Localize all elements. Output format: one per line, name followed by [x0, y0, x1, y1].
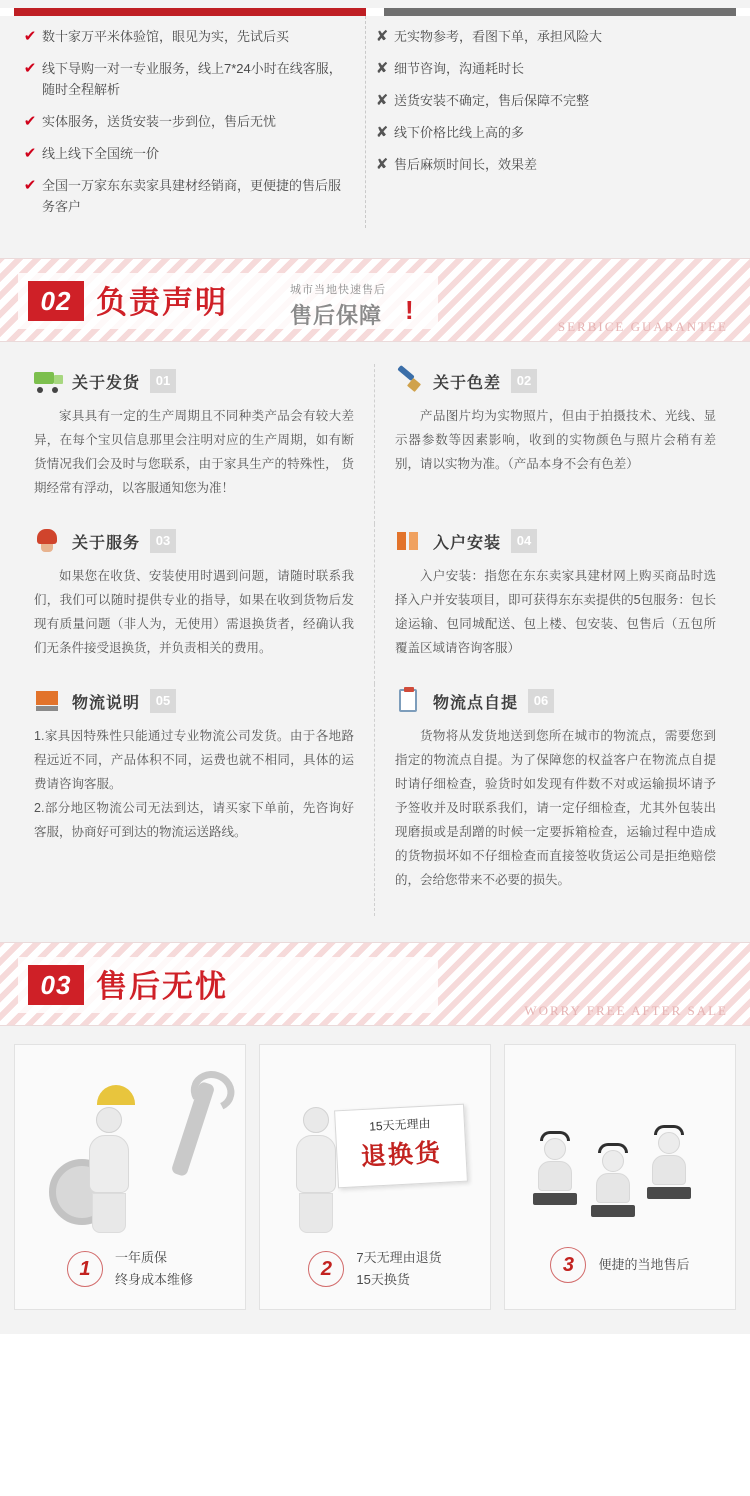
paragraph: 入户安装：指您在东东卖家具建材网上购买商品时选择入户并安装项目，即可获得东东卖提供的5包服务：包长途运输、包同城配送、包上楼、包安装、包售后（五包所覆盖区域请咨询客服）	[395, 569, 716, 655]
list-item-label: 送货安装不确定，售后保障不完整	[394, 93, 590, 108]
guarantee-item-body	[34, 564, 354, 660]
banner-number: 02	[28, 281, 84, 321]
paragraph: 货物将从发货地送到您所在城市的物流点，需要您到指定的物流点自提。为了保障您的权益客户在物流点自提时请仔细检查，验货时如发现有件数不对或运输损坏请予予签收并及时联系我们，请一定仔细检查，尤其外包装出现磨损或是刮蹭的时候一定要拆箱检查，运输过程中造成的货物损坏如不仔细检查而直接签收货运公司是拒绝赔偿的，会给您带来不必要的损失。	[395, 729, 716, 887]
compare-header-bars	[0, 8, 750, 16]
check-icon: ✔	[23, 113, 37, 130]
list-item	[18, 26, 361, 47]
brush-icon	[395, 368, 425, 394]
section-banner-responsibility	[0, 258, 750, 342]
return-sign	[334, 1104, 468, 1189]
cross-icon: ✘	[375, 124, 389, 141]
cross-icon: ✘	[375, 92, 389, 109]
guarantee-item-shipping	[14, 364, 375, 524]
guarantee-section	[0, 342, 750, 942]
list-item	[18, 175, 361, 217]
guarantee-item-title: 关于服务	[72, 534, 141, 552]
top-spacer	[0, 0, 750, 8]
aftersale-card-image	[270, 1059, 480, 1239]
guarantee-item-index: 03	[150, 529, 176, 553]
person-figure	[296, 1107, 336, 1233]
banner-title: 负责声明	[96, 285, 228, 320]
list-item	[370, 122, 714, 143]
helmet-icon	[97, 1085, 135, 1105]
compare-column-advantages	[14, 16, 366, 228]
check-icon: ✔	[23, 145, 37, 162]
compare-section	[0, 16, 750, 258]
card-line: 便捷的当地售后	[598, 1257, 690, 1272]
card-line: 终身成本维修	[114, 1272, 193, 1287]
guarantee-item-index: 06	[528, 689, 554, 713]
guarantee-item-title: 物流点自提	[433, 694, 519, 712]
list-item	[370, 154, 714, 175]
compare-header-gap	[366, 8, 384, 16]
card-index-badge: 3	[550, 1247, 586, 1283]
card-line: 7天无理由退货	[356, 1250, 442, 1265]
headset-agent-figure	[533, 1131, 577, 1205]
cross-icon: ✘	[375, 60, 389, 77]
paragraph: 2.部分地区物流公司无法到达，请买家下单前，先咨询好客服，协商好可到达的物流运送路线。	[34, 801, 354, 839]
guarantee-item-pickup	[375, 684, 736, 916]
wrench-icon	[171, 1081, 216, 1177]
card-line: 一年质保	[114, 1250, 167, 1265]
banner-number: 03	[28, 965, 84, 1005]
list-item	[370, 58, 714, 79]
guarantee-item-body	[395, 564, 716, 660]
aftersale-card-footer	[25, 1239, 235, 1291]
guarantee-item-body	[395, 404, 716, 476]
list-item-label: 无实物参考，看图下单，承担风险大	[394, 29, 603, 44]
card-text	[598, 1254, 689, 1276]
headset-agent-figure	[647, 1125, 691, 1199]
list-item-label: 全国一万家东东卖家具建材经销商，更便捷的售后服务客户	[42, 178, 342, 214]
card-text	[115, 1247, 193, 1291]
paragraph: 产品图片均为实物照片，但由于拍摄技术、光线、显示器参数等因素影响，收到的实物颜色与照片会稍有差别，请以实物为准。（产品本身不会有色差）	[395, 409, 716, 471]
banner-english-label: SERBICE GUARANTEE	[557, 319, 728, 334]
aftersale-card-image	[25, 1059, 235, 1239]
aftersale-card-return	[259, 1044, 491, 1310]
guarantee-item-header	[395, 688, 716, 714]
guarantee-item-index: 05	[150, 689, 176, 713]
list-item-label: 数十家万平米体验馆，眼见为实，先试后买	[42, 29, 290, 44]
check-icon: ✔	[23, 28, 37, 45]
guarantee-item-logistics	[14, 684, 375, 916]
cross-icon: ✘	[375, 28, 389, 45]
check-icon: ✔	[23, 177, 37, 194]
list-item-label: 细节咨询，沟通耗时长	[394, 61, 525, 76]
banner-exclamation: !	[405, 295, 414, 325]
install-box-icon	[395, 528, 425, 554]
list-item-label: 实体服务，送货安装一步到位，售后无忧	[42, 114, 277, 129]
guarantee-item-body	[34, 404, 354, 500]
list-item	[370, 26, 714, 47]
compare-column-disadvantages	[366, 16, 718, 228]
guarantee-item-title: 关于发货	[72, 374, 141, 392]
truck-icon	[34, 368, 64, 394]
guarantee-item-body	[395, 724, 716, 892]
cross-icon: ✘	[375, 156, 389, 173]
guarantee-item-header	[34, 368, 354, 394]
headset-agent-figure	[591, 1143, 635, 1217]
paragraph: 如果您在收货、安装使用时遇到问题，请随时联系我们，我们可以随时提供专业的指导，如果在收到货物后发现有质量问题（非人为，无使用）需退换货者，经确认我们无条件接受退换货，并负责相关的费用。	[34, 569, 354, 655]
sign-main-text: 退换货	[360, 1138, 443, 1172]
list-item	[18, 143, 361, 164]
list-item-label: 线下导购一对一专业服务，线上7*24小时在线客服，随时全程解析	[42, 61, 342, 97]
paragraph: 1.家具因特殊性只能通过专业物流公司发货。由于各地路程远近不同，产品体积不同，运费也就不相同，具体的运费请咨询客服。	[34, 729, 354, 791]
service-icon	[34, 528, 64, 554]
banner-subtitle-small: 城市当地快速售后	[290, 284, 386, 296]
banner-english-label: WORRY FREE AFTER SALE	[524, 1003, 728, 1018]
list-item	[370, 90, 714, 111]
list-item-label: 线下价格比线上高的多	[394, 125, 525, 140]
card-index-badge: 1	[67, 1251, 103, 1287]
list-item	[18, 58, 361, 100]
aftersale-card-local-service	[504, 1044, 736, 1310]
guarantee-item-header	[34, 688, 354, 714]
guarantee-item-header	[34, 528, 354, 554]
guarantee-item-title: 关于色差	[433, 374, 502, 392]
guarantee-item-installation	[375, 524, 736, 684]
guarantee-item-header	[395, 528, 716, 554]
list-item-label: 售后麻烦时间长，效果差	[394, 157, 538, 172]
banner-subtitle-large: 售后保障	[290, 303, 383, 328]
compare-header-bar-left	[14, 8, 366, 16]
guarantee-item-service	[14, 524, 375, 684]
guarantee-item-color	[375, 364, 736, 524]
worker-figure	[89, 1107, 129, 1233]
guarantee-item-title: 入户安装	[433, 534, 502, 552]
aftersale-card-footer	[515, 1239, 725, 1283]
aftersale-section	[0, 1026, 750, 1334]
guarantee-item-index: 04	[511, 529, 537, 553]
guarantee-item-body	[34, 724, 354, 844]
guarantee-item-title: 物流说明	[72, 694, 141, 712]
sign-top-text: 15天无理由	[368, 1116, 431, 1134]
guarantee-item-index: 02	[511, 369, 537, 393]
pallet-icon	[34, 688, 64, 714]
paragraph: 家具具有一定的生产周期且不同种类产品会有较大差异，在每个宝贝信息那里会注明对应的生产周期，如有断货情况我们会及时与您联系，由于家具生产的特殊性， 货期经常有浮动，以客服通知您为准！	[34, 409, 354, 495]
list-item	[18, 111, 361, 132]
card-line: 15天换货	[356, 1272, 410, 1287]
section-banner-aftersale	[0, 942, 750, 1026]
check-icon: ✔	[23, 60, 37, 77]
card-index-badge: 2	[308, 1251, 344, 1287]
list-item-label: 线上线下全国统一价	[42, 146, 160, 161]
compare-header-bar-right	[384, 8, 736, 16]
clipboard-icon	[395, 688, 425, 714]
aftersale-card-warranty	[14, 1044, 246, 1310]
card-text	[356, 1247, 441, 1291]
aftersale-card-footer	[270, 1239, 480, 1291]
guarantee-item-index: 01	[150, 369, 176, 393]
guarantee-item-header	[395, 368, 716, 394]
aftersale-card-image	[515, 1059, 725, 1239]
banner-title: 售后无忧	[96, 969, 228, 1004]
